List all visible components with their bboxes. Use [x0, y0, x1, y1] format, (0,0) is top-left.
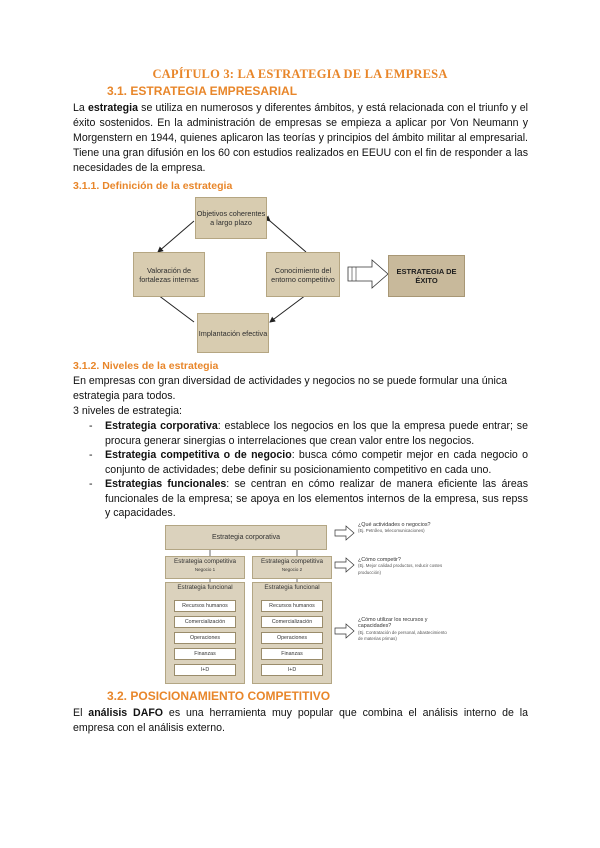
level-corporate: Estrategia corporativa: [165, 525, 327, 550]
levels-count-label: 3 niveles de estrategia:: [73, 405, 182, 417]
diagram-box-implantacion: Implantación efectiva: [197, 313, 269, 353]
area-box: Finanzas: [174, 648, 236, 660]
level-competitive-2: Estrategia competitiva Negocio 2: [252, 556, 332, 579]
diagram-box-objetivos: Objetivos coherentes a largo plazo: [195, 197, 267, 239]
diagram-result-estrategia: ESTRATEGIA DE ÉXITO: [388, 255, 465, 297]
section-3-1-heading: 3.1. ESTRATEGIA EMPRESARIAL: [107, 84, 298, 98]
question-activities: ¿Qué actividades o negocios? (Ej. Petróleo, telecomunicaciones): [358, 522, 431, 534]
area-box: Recursos humanos: [261, 600, 323, 612]
arrow-top-left: [158, 221, 194, 252]
diagram-box-valoracion: Valoración de fortalezas internas: [133, 252, 205, 297]
section-3-2-heading: 3.2. POSICIONAMIENTO COMPETITIVO: [107, 689, 331, 703]
question-compete: ¿Cómo competir? (Ej. Mejor calidad productos, reducir costes producción): [358, 557, 443, 575]
arrow-right-bottom: [270, 295, 306, 322]
section-3-2-paragraph: El análisis DAFO es una herramienta muy popular que combina el análisis interno de la empresa con el análisis externo.: [73, 707, 528, 734]
area-box: I+D: [261, 664, 323, 676]
result-arrow: [348, 260, 388, 288]
levels-list: [73, 419, 528, 521]
list-item: - Estrategia corporativa: establece los negocios en los que la empresa puede entrar; se procura generar sinergias o interrelaciones que crean valor entre los negocios.: [89, 420, 528, 447]
area-box: Recursos humanos: [174, 600, 236, 612]
arrow-q1: [335, 526, 354, 540]
list-item: - Estrategias funcionales: se centran en cómo realizar de manera eficiente las áreas funcionales de la empresa; se apoya en los elementos internos de la empresa, sus repss y capacidades.: [89, 478, 528, 519]
term-dafo: análisis DAFO: [88, 707, 164, 719]
area-box: I+D: [174, 664, 236, 676]
area-box: Finanzas: [261, 648, 323, 660]
section-3-1-1-heading: 3.1.1. Definición de la estrategia: [73, 180, 233, 192]
level-competitive-1: Estrategia competitiva Negocio 1: [165, 556, 245, 579]
section-3-1-paragraph: La estrategia se utiliza en numerosos y diferentes ámbitos, y está relacionada con el triunfo y el éxito sostenidos. En la administración de empresas se empieza a aplicar por Von Neumann y Morgenstern en 1944, quienes aplicaron las teorías y principios del ámbito militar al empresarial. Tiene una gran difusión en los 60 con estudios realizados en EEUU con el fin de responder a las necesidades de la empresa.: [73, 102, 528, 174]
section-3-1-2-heading: 3.1.2. Niveles de la estrategia: [73, 360, 219, 372]
term-estrategia: estrategia: [87, 102, 138, 114]
arrow-right-top: [270, 221, 306, 252]
level-functional-2: Estrategia funcional: [252, 582, 332, 684]
question-resources: ¿Cómo utilizar los recursos y capacidades? (Ej. Contratación de personal, abastecimiento de materias primas): [358, 617, 447, 641]
arrow-q3: [335, 624, 354, 638]
area-box: Comercialización: [261, 616, 323, 628]
area-box: Comercialización: [174, 616, 236, 628]
list-item: - Estrategia competitiva o de negocio: busca cómo competir mejor en cada negocio o conjunto de actividades; debe definir su posicionamiento competitivo en cada uno.: [89, 449, 528, 476]
levels-intro-paragraph: En empresas con gran diversidad de actividades y negocios no se puede formular una única estrategia para todos.: [73, 375, 508, 402]
area-box: Operaciones: [174, 632, 236, 644]
arrow-q2: [335, 558, 354, 572]
level-functional-1: Estrategia funcional: [165, 582, 245, 684]
chapter-title: CAPÍTULO 3: LA ESTRATEGIA DE LA EMPRESA: [152, 67, 448, 81]
diagram-box-conocimiento: Conocimiento del entorno competitivo: [266, 252, 340, 297]
area-box: Operaciones: [261, 632, 323, 644]
arrow-left-bottom: [158, 295, 194, 322]
